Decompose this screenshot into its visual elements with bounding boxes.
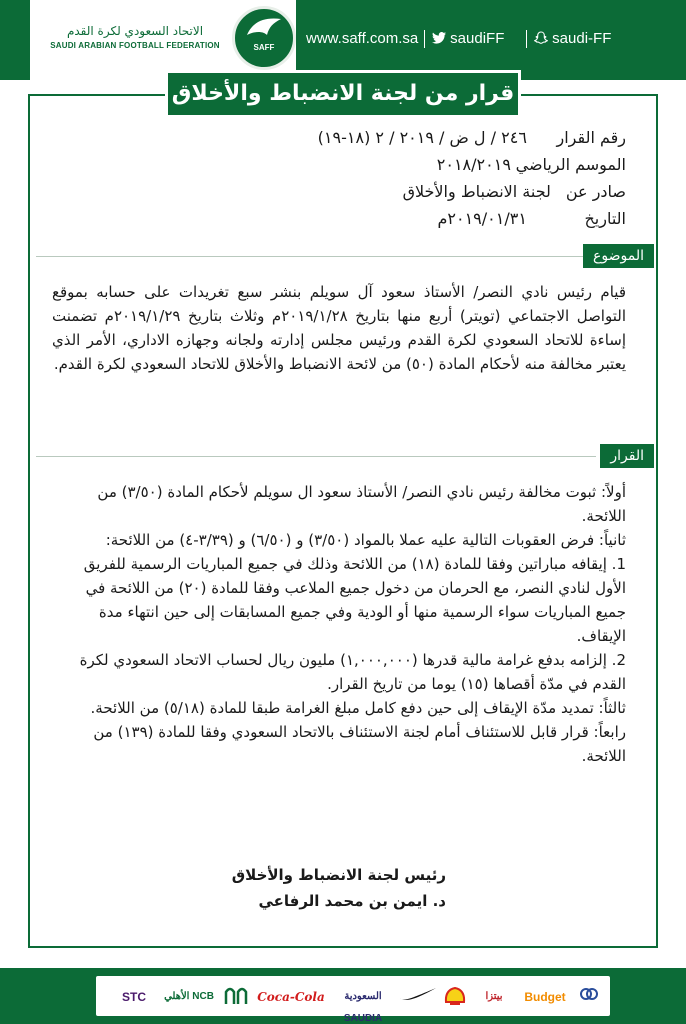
subject-heading: الموضوع	[583, 244, 654, 268]
divider	[526, 30, 527, 48]
penalty-item-suspension: 1. إيقافه مباراتين وفقا للمادة (١٨) من اللائحة وذلك في جميع المباريات الرسمية للفريق الأول لنادي النصر، مع الحرمان من دخول جميع الملاعب وفقا للمادة (٢٠) من اللائحة في جميع المباريات سواء الرسمية منها أو الودية وفي جميع المسابقات إلى حين انتهاء مدة الإيقاف.	[83, 555, 626, 645]
sponsor-stc-logo: STC	[122, 990, 146, 1004]
meta-row-issuer	[226, 178, 626, 205]
decision-metadata	[226, 124, 626, 232]
arch-icon	[224, 986, 248, 1004]
saff-logo	[232, 6, 296, 70]
section-divider	[36, 256, 596, 257]
decision-body	[52, 480, 626, 768]
meta-value: ٢٠١٨/٢٠١٩	[436, 155, 511, 174]
federation-name	[44, 24, 226, 50]
decision-item-first: أولاً: ثبوت مخالفة رئيس نادي النصر/ الأستاذ سعود ال سويلم لأحكام المادة (٣/٥٠) من اللائحة.	[97, 483, 626, 525]
header-accent-strip	[0, 0, 30, 80]
document-title: قرار من لجنة الانضباط والأخلاق	[168, 73, 518, 115]
penalty-item-fine: 2. إلزامه بدفع غرامة مالية قدرها (١,٠٠٠,٠٠٠) مليون ريال لحساب الاتحاد السعودي لكرة القدم في مدّة أقصاها (١٥) يوما من تاريخ القرار.	[79, 651, 626, 693]
sponsor-saudia-logo: السعودية SAUDIA	[343, 991, 383, 1024]
sponsor-mark-icon	[579, 987, 599, 1001]
decision-item-second: ثانياً: فرض العقوبات التالية عليه عملا بالمواد (٣/٥٠) و (٦/٥٠) و (٣/٣٩-٤) من اللائحة:	[105, 531, 626, 549]
twitter-icon	[432, 32, 446, 44]
header-bar	[0, 0, 686, 80]
swoosh-icon	[398, 986, 438, 1002]
signature-name: د. ايمن بن محمد الرفاعي	[258, 892, 446, 910]
sponsor-shell-logo	[442, 986, 468, 1008]
meta-row-date	[226, 205, 626, 232]
meta-row-season	[226, 151, 626, 178]
meta-value: ٢٠١٩/٠١/٣١م	[437, 209, 527, 228]
sponsor-badge-logo	[576, 986, 602, 1008]
federation-name-ar: الاتحاد السعودي لكرة القدم	[66, 24, 204, 38]
logo-text: SAFF	[253, 43, 275, 52]
meta-label: رقم القرار	[556, 128, 626, 147]
snapchat-icon	[534, 31, 548, 45]
meta-value: لجنة الانضباط والأخلاق	[402, 182, 551, 201]
sponsor-strip	[96, 976, 610, 1024]
shell-icon	[444, 986, 466, 1006]
website-link[interactable]: www.saff.com.sa	[306, 30, 419, 47]
sponsor-pizza-logo: بيتزا	[485, 991, 503, 1002]
social-bar	[296, 0, 686, 80]
meta-value: ٢٤٦ / ل ض / ٢٠١٩ / ٢ (١٨-١٩)	[317, 128, 527, 147]
falcon-icon	[245, 15, 283, 41]
federation-name-en: SAUDI ARABIAN FOOTBALL FEDERATION	[50, 41, 220, 50]
sponsor-saff-logo	[222, 986, 250, 1008]
decision-item-third: ثالثاً: تمديد مدّة الإيقاف إلى حين دفع كامل مبلغ الغرامة طبقا للمادة (٥/١٨) من اللائحة.	[90, 699, 626, 717]
sponsor-ncb-logo: الأهلي NCB	[164, 991, 214, 1002]
meta-label: التاريخ	[584, 209, 626, 228]
decision-heading: القرار	[600, 444, 654, 468]
twitter-link[interactable]	[432, 29, 504, 49]
sponsor-budget-logo: Budget	[524, 990, 566, 1004]
meta-label: صادر عن	[565, 182, 626, 201]
snapchat-link[interactable]	[534, 29, 611, 49]
section-divider	[36, 456, 596, 457]
meta-label: الموسم الرياضي	[515, 155, 626, 174]
snapchat-handle: saudi-FF	[552, 30, 612, 47]
signature-block	[232, 862, 446, 914]
meta-row-number	[226, 124, 626, 151]
subject-text: قيام رئيس نادي النصر/ الأستاذ سعود آل سويلم بنشر سبع تغريدات على حسابه بموقع التواصل الاجتماعي (تويتر) أربع منها بتاريخ ٢٠١٩/١/٢٨م وثلاث بتاريخ ٢٠١٩/١/٢٩م تضمنت إساءة للاتحاد السعودي لكرة القدم ورئيس مجلس إدارته ولجانه وجهازه الاداري، الأمر الذي يعتبر مخالفة منه لأحكام المادة (٥٠) من لائحة الانضباط والأخلاق للاتحاد السعودي لكرة القدم.	[52, 283, 626, 373]
sponsor-nike-logo	[396, 986, 440, 1008]
divider	[424, 30, 425, 48]
signature-title: رئيس لجنة الانضباط والأخلاق	[231, 866, 446, 884]
decision-item-fourth: رابعاً: قرار قابل للاستئناف أمام لجنة الاستئناف بالاتحاد السعودي وفقا للمادة (١٣٩) من اللائحة.	[93, 723, 626, 765]
twitter-handle: saudiFF	[450, 30, 505, 47]
sponsor-cocacola-logo: Coca-Cola	[257, 990, 325, 1004]
